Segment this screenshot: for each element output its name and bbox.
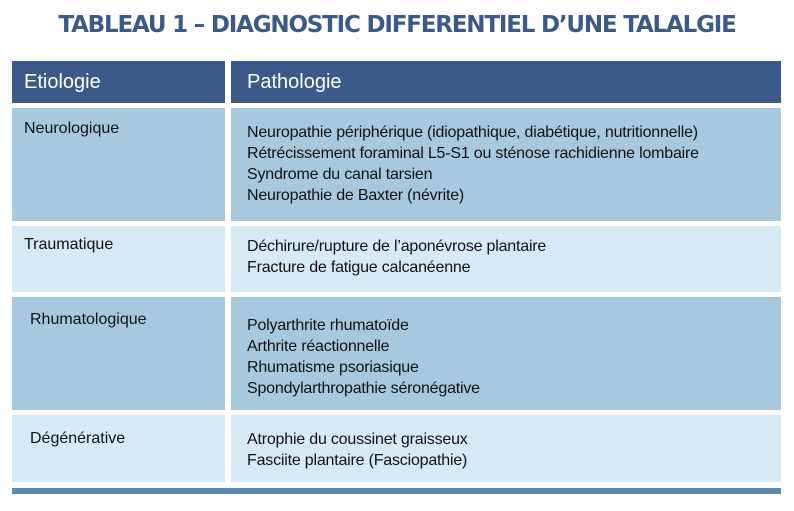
pathologie-item: Arthrite réactionnelle [247,338,390,355]
etiologie-cell [12,226,225,292]
differential-diagnosis-table [12,61,781,487]
etiologie-label: Dégénérative [30,430,126,447]
pathologie-cell [231,415,781,482]
table-title: TABLEAU 1 – DIAGNOSTIC DIFFERENTIEL D’UNE TALALGIE [58,12,736,38]
pathologie-item: Fracture de fatigue calcanéenne [247,259,471,276]
pathologie-item: Syndrome du canal tarsien [247,166,433,183]
etiologie-label: Neurologique [24,120,120,137]
table-row-degenerative [12,415,781,482]
pathologie-item: Fasciite plantaire (Fasciopathie) [247,452,468,469]
pathologie-cell [231,297,781,410]
header-pathologie: Pathologie [231,61,781,103]
table-bottom-border [12,488,781,494]
pathologie-cell [231,226,781,292]
pathologie-item: Neuropathie de Baxter (névrite) [247,187,465,204]
pathologie-item: Déchirure/rupture de l’aponévrose plantaire [247,238,547,255]
table-row-traumatique [12,226,781,292]
header-etiologie: Etiologie [12,61,225,103]
pathologie-item: Rhumatisme psoriasique [247,359,419,376]
pathologie-cell [231,108,781,221]
etiologie-label: Rhumatologique [30,311,147,328]
table-header-row [12,61,781,103]
pathologie-item: Neuropathie périphérique (idiopathique, diabétique, nutritionnelle) [247,124,698,141]
pathologie-item: Spondylarthropathie séronégative [247,380,480,397]
pathologie-item: Rétrécissement foraminal L5-S1 ou sténose rachidienne lombaire [247,145,699,162]
etiologie-label: Traumatique [24,236,114,253]
pathologie-item: Atrophie du coussinet graisseux [247,431,468,448]
table-row-rhumatologique [12,297,781,410]
etiologie-cell [12,108,225,221]
etiologie-cell [12,297,225,410]
table-row-neurologique [12,108,781,221]
etiologie-cell [12,415,225,482]
pathologie-item: Polyarthrite rhumatoïde [247,317,409,334]
